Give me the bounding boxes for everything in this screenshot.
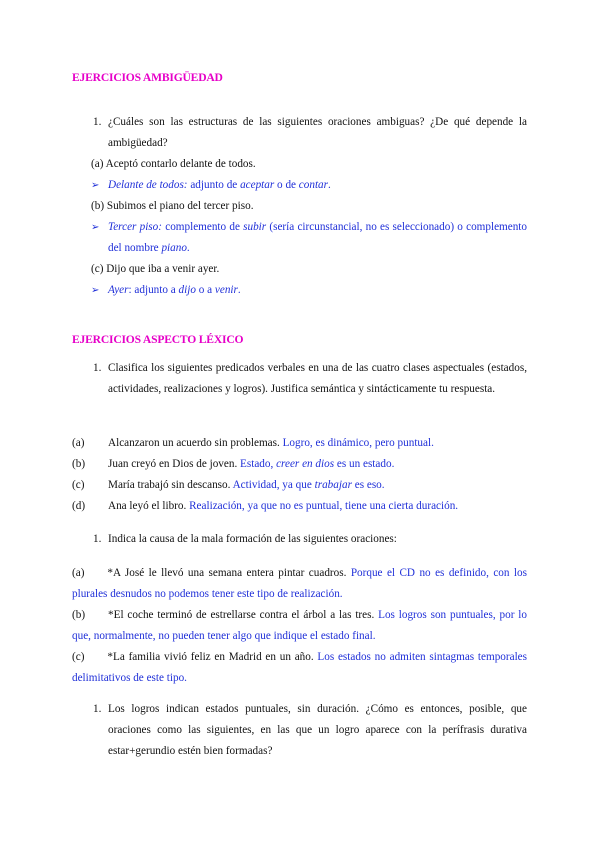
question-text: Clasifica los siguientes predicados verbales en una de las cuatro clases aspectuales (estados, actividades, realizaciones y logros). Justifica semántica y sintácticamente tu respuesta. [108, 362, 527, 395]
example-b [91, 196, 254, 217]
example-text: Dijo que iba a venir ayer. [106, 263, 220, 275]
answer-text: . [328, 179, 331, 191]
section-heading-ambiguedad: EJERCICIOS AMBIGÜEDAD [72, 71, 223, 84]
item-answer: Estado, [240, 458, 277, 470]
item-text: Alcanzaron un acuerdo sin problemas. [108, 437, 283, 449]
item-text: *El coche terminó de estrellarse contra el árbol a las tres. [108, 609, 379, 621]
item-text: *La familia vivió feliz en Madrid en un año. [107, 651, 318, 663]
answer-text: (sería circunstancial, no es seleccionado) o complemento del nombre [108, 221, 528, 254]
example-label: (a) [91, 158, 104, 170]
item-answer: Los logros son puntuales, por lo que, normalmente, no pueden tener algo que indique el estado final. [72, 609, 527, 642]
question-text: ¿Cuáles son las estructuras de las siguientes oraciones ambiguas? ¿De qué depende la ambigüedad? [108, 116, 527, 149]
answer-term: Delante de todos: [108, 179, 188, 191]
answer-term: contar [298, 179, 329, 191]
example-text: Subimos el piano del tercer piso. [106, 200, 254, 212]
arrow-bullet-icon: ➢ [91, 285, 100, 296]
item-label: (b) [72, 458, 86, 470]
item-answer: Realización, ya que no es puntual, tiene una cierta duración. [189, 500, 459, 512]
list-item [72, 563, 527, 605]
answer-term: Ayer [108, 284, 129, 296]
example-c [91, 259, 219, 280]
example-label: (c) [91, 263, 104, 275]
question-number: 1. [93, 362, 102, 374]
item-label: (a) [72, 567, 85, 579]
item-answer: Logro, es dinámico, pero puntual. [282, 437, 434, 449]
item-answer-term: trabajar [314, 479, 352, 491]
item-answer-term: creer en dios [276, 458, 335, 470]
answer-term: piano [161, 242, 187, 254]
answer-term: subir [243, 221, 267, 233]
question-number: 1. [93, 533, 102, 545]
answer-term: aceptar [240, 179, 275, 191]
question-number: 1. [93, 703, 102, 715]
answer-text: o a [195, 284, 215, 296]
item-text: Ana leyó el libro. [108, 500, 190, 512]
answer-term: dijo [178, 284, 196, 296]
section-heading-aspecto-lexico: EJERCICIOS ASPECTO LÉXICO [72, 333, 244, 346]
answer-a [91, 175, 531, 196]
answer-text: . [186, 242, 190, 254]
question-number: 1. [93, 116, 102, 128]
item-label: (a) [72, 437, 85, 449]
item-label: (d) [72, 500, 86, 512]
item-answer: es un estado. [334, 458, 395, 470]
list-item [72, 647, 527, 689]
answer-c [91, 280, 531, 301]
answer-term: venir [214, 284, 238, 296]
answer-text: adjunto de [187, 179, 241, 191]
item-label: (c) [72, 479, 85, 491]
answer-text: complemento de [162, 221, 244, 233]
arrow-bullet-icon: ➢ [91, 180, 100, 191]
item-answer: Actividad, ya que [232, 479, 315, 491]
question-text: Indica la causa de la mala formación de las siguientes oraciones: [108, 533, 397, 545]
question-text: Los logros indican estados puntuales, sin duración. ¿Cómo es entonces, posible, que oraciones como las siguientes, en las que un logro aparece con la perífrasis durativa estar+gerundio estén bien formadas? [108, 703, 527, 757]
item-label: (c) [72, 651, 85, 663]
example-label: (b) [91, 200, 105, 212]
answer-text: . [237, 284, 241, 296]
list-item [72, 605, 527, 647]
item-text: *A José le llevó una semana entera pintar cuadros. [107, 567, 351, 579]
item-label: (b) [72, 609, 86, 621]
item-answer: Los estados no admiten sintagmas temporales delimitativos de este tipo. [72, 651, 527, 684]
answer-text: o de [274, 179, 299, 191]
item-text: Juan creyó en Dios de joven. [108, 458, 241, 470]
item-answer: Porque el CD no es definido, con los plurales desnudos no podemos tener este tipo de realización. [72, 567, 527, 600]
item-answer: es eso. [351, 479, 385, 491]
answer-text: : adjunto a [128, 284, 179, 296]
example-a [91, 154, 256, 175]
arrow-bullet-icon: ➢ [91, 222, 100, 233]
example-text: Aceptó contarlo delante de todos. [105, 158, 256, 170]
answer-term: Tercer piso: [108, 221, 162, 233]
item-text: María trabajó sin descanso. [108, 479, 233, 491]
